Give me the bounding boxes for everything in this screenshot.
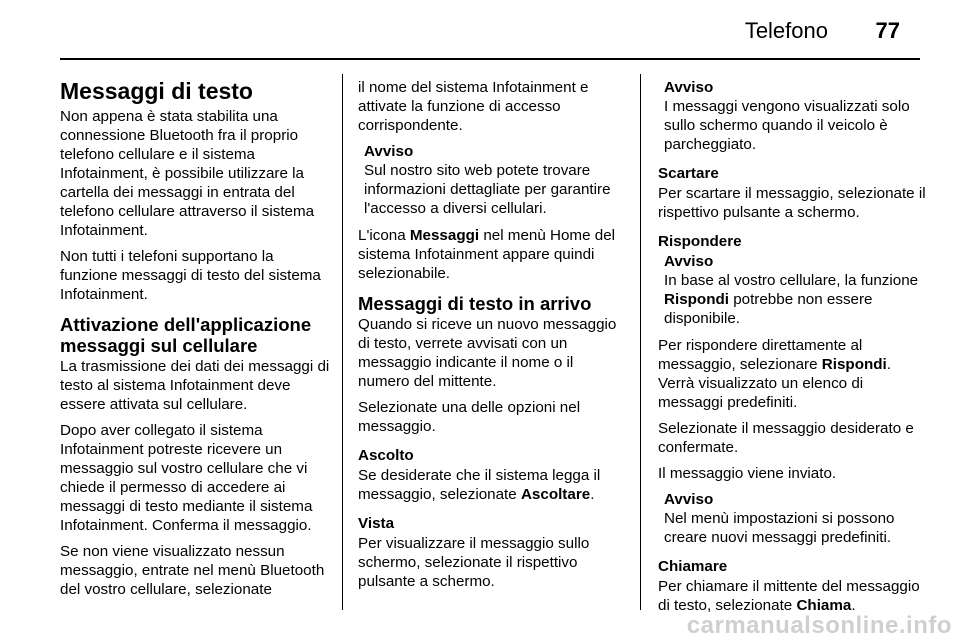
note-box	[658, 252, 930, 328]
header-rule	[60, 58, 920, 60]
text-run: In base al vostro cellulare, la funzione	[664, 272, 919, 289]
paragraph: Per scartare il messaggio, selezionate il rispettivo pulsante a schermo.	[658, 185, 926, 221]
ui-term: Rispondi	[664, 291, 729, 308]
running-title: Telefono	[744, 18, 828, 43]
option-title: Ascolto	[358, 447, 414, 464]
note-title: Avviso	[664, 253, 714, 270]
subsection-title: Messaggi di testo in arrivo	[358, 293, 592, 314]
note-box	[658, 78, 930, 154]
text-run: potrebbe non essere disponibile.	[664, 291, 873, 327]
option-title: Scartare	[658, 165, 719, 182]
column-divider	[640, 74, 641, 610]
section-title: Messaggi di testo	[60, 78, 253, 104]
column-2	[358, 78, 628, 598]
note-text: I messaggi vengono visualizzati solo sullo schermo quando il veicolo è parcheggiato.	[664, 98, 910, 153]
text-run: . Verrà visualizzato un elenco di messaggi predefiniti.	[658, 356, 891, 411]
column-divider	[342, 74, 343, 610]
page-header	[60, 0, 900, 60]
option-title: Chiamare	[658, 558, 728, 575]
paragraph: Il messaggio viene inviato.	[658, 465, 837, 482]
note-text: Sul nostro sito web potete trovare informazioni dettagliate per garantire l'accesso a diversi cellulari.	[364, 162, 611, 217]
note-box	[658, 490, 930, 547]
paragraph: Se non viene visualizzato nessun messaggio, entrate nel menù Bluetooth del vostro cellulare, selezionate	[60, 543, 325, 598]
paragraph: Dopo aver collegato il sistema Infotainment potreste ricevere un messaggio sul vostro cellulare che vi chiede il permesso di accedere ai messaggi di testo mediante il sistema Infotainment. Conferma il messaggio.	[60, 422, 313, 534]
text-run: Se desiderate che il sistema legga il messaggio, selezionate	[358, 467, 601, 503]
paragraph: Per visualizzare il messaggio sullo schermo, selezionate il rispettivo pulsante a schermo.	[358, 535, 590, 590]
option-title: Rispondere	[658, 233, 742, 250]
paragraph: Selezionate il messaggio desiderato e confermate.	[658, 420, 914, 456]
paragraph: il nome del sistema Infotainment e attivate la funzione di accesso corrispondente.	[358, 79, 589, 134]
paragraph: Selezionate una delle opzioni nel messaggio.	[358, 399, 581, 435]
paragraph: Non appena è stata stabilita una connessione Bluetooth fra il proprio telefono cellulare e il sistema Infotainment, è possibile utilizzare la cartella dei messaggi in entrata del telefono cellulare attraverso il sistema Infotainment.	[60, 108, 315, 239]
text-run: .	[590, 486, 595, 503]
text-run: Per rispondere direttamente al messaggio, selezionare	[658, 337, 863, 373]
note-box	[358, 142, 628, 218]
ui-term: Rispondi	[821, 356, 887, 373]
paragraph: La trasmissione dei dati dei messaggi di testo al sistema Infotainment deve essere attivata sul cellulare.	[60, 358, 330, 413]
text-run: Per chiamare il mittente del messaggio di testo, selezionate	[658, 578, 920, 614]
paragraph	[658, 577, 930, 615]
note-title: Avviso	[364, 143, 414, 160]
page-number: 77	[875, 18, 900, 43]
subsection-title: Attivazione dell'applicazione messaggi sul cellulare	[60, 314, 312, 356]
paragraph	[658, 336, 930, 412]
note-text: Nel menù impostazioni si possono creare nuovi messaggi predefiniti.	[664, 510, 895, 546]
option-title: Vista	[358, 515, 395, 532]
ui-term: Chiama	[796, 597, 852, 614]
ui-term: Messaggi	[409, 227, 480, 244]
paragraph	[358, 466, 628, 504]
column-1	[60, 78, 330, 606]
note-text	[664, 271, 930, 328]
note-title: Avviso	[664, 79, 714, 96]
text-run: nel menù Home del sistema Infotainment appare quindi selezionabile.	[358, 227, 616, 282]
paragraph: Non tutti i telefoni supportano la funzione messaggi di testo del sistema Infotainment.	[60, 248, 321, 303]
paragraph	[358, 226, 628, 283]
text-run: L'icona	[358, 227, 410, 244]
note-title: Avviso	[664, 491, 714, 508]
text-run: .	[851, 597, 856, 614]
watermark: carmanualsonline.info	[686, 612, 952, 639]
ui-term: Ascoltare	[520, 486, 591, 503]
paragraph: Quando si riceve un nuovo messaggio di testo, verrete avvisati con un messaggio indicante il nome o il numero del mittente.	[358, 316, 617, 390]
column-3	[658, 78, 930, 622]
